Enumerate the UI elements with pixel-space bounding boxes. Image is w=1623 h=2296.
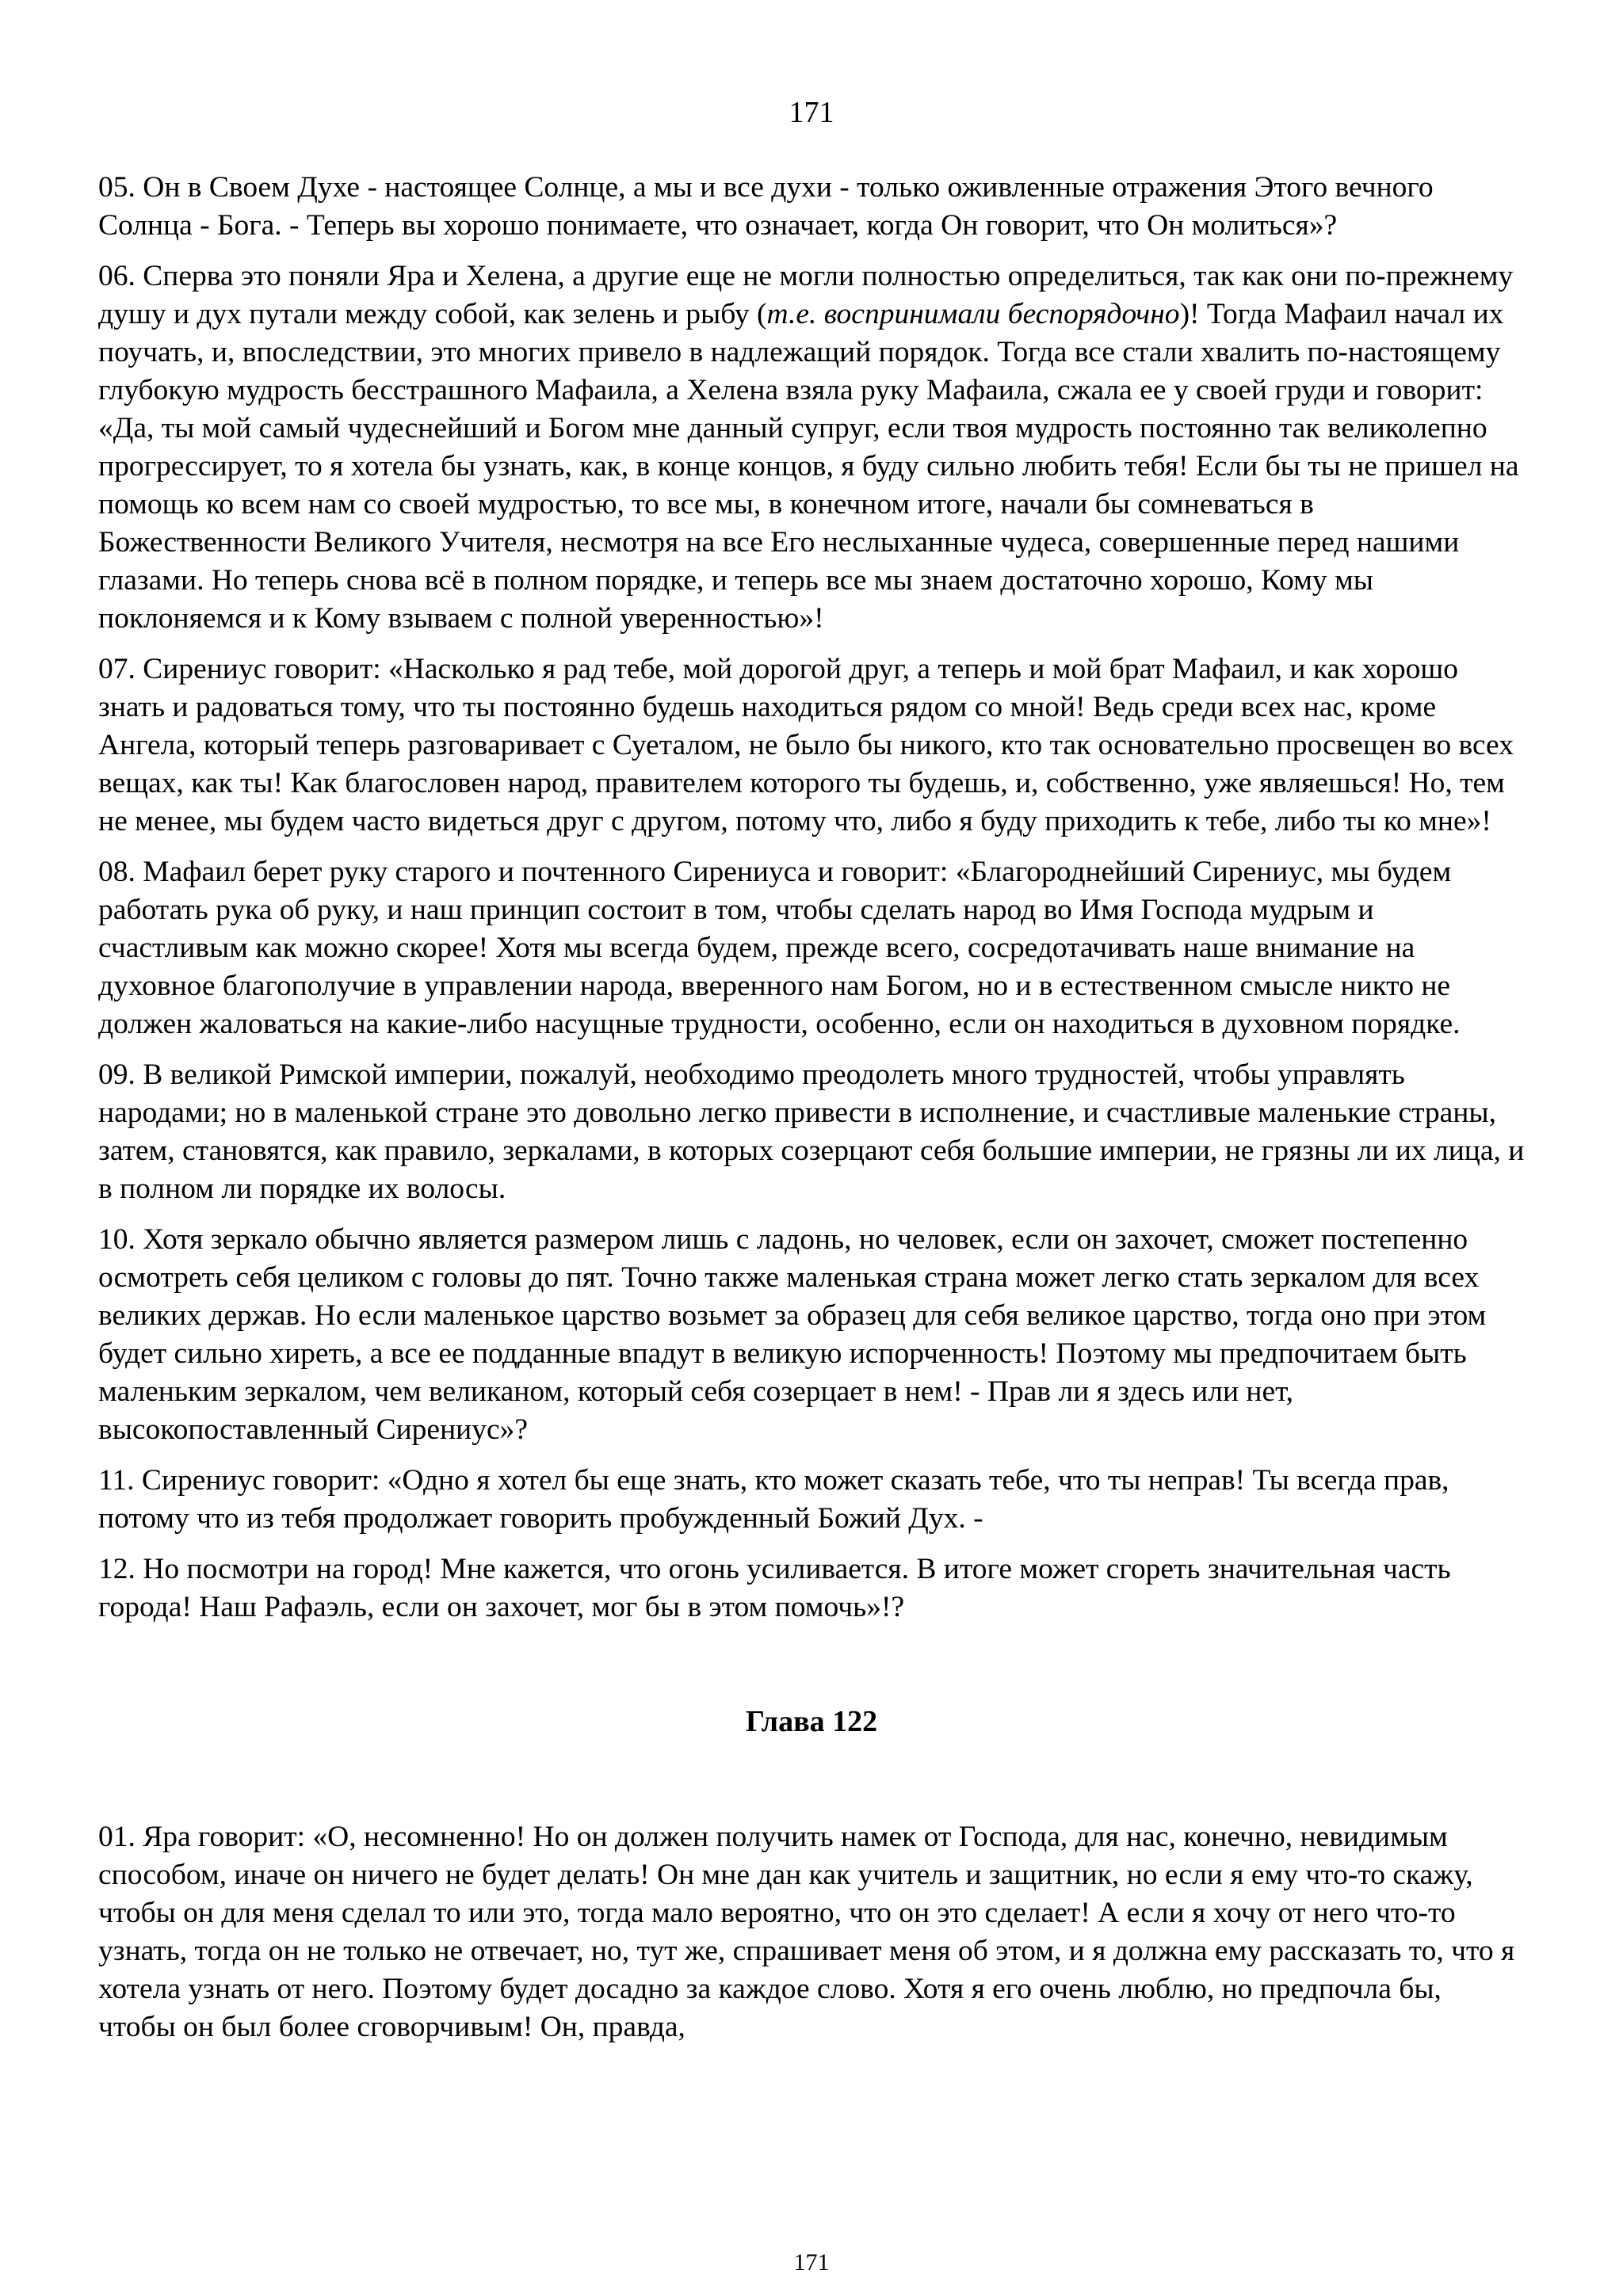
paragraph-06-italic-note: т.е. воспринимали беспорядочно xyxy=(766,298,1180,330)
paragraph-09: 09. В великой Римской империи, пожалуй, необходимо преодолеть много трудностей, чтобы управлять народами; но в маленькой стране это довольно легко привести в исполнение, и счастливые маленькие страны, затем, становятся, как правило, зеркалами, в которых созерцают себя большие империи, не грязны ли их лица, и в полном ли порядке их волосы. xyxy=(98,1058,1525,1205)
chapter-122-paragraph-01: 01. Яра говорит: «О, несомненно! Но он должен получить намек от Господа, для нас, конечно, невидимым способом, иначе он ничего не будет делать! Он мне дан как учитель и защитник, но если я ему что-то скажу, чтобы он для меня сделал то или это, тогда мало вероятно, что он это сделает! А если я хочу от него что-то узнать, тогда он не только не отвечает, но, тут же, спрашивает меня об этом, и я должна ему рассказать то, что я хотела узнать от него. Поэтому будет досадно за каждое слово. Хотя я его очень люблю, но предпочла бы, чтобы он был более сговорчивым! Он, правда, xyxy=(98,1821,1515,2043)
page-content xyxy=(98,169,1525,2059)
paragraph-06 xyxy=(98,257,1525,638)
paragraph-12: 12. Но посмотри на город! Мне кажется, что огонь усиливается. В итоге может сгореть значительная часть города! Наш Рафаэль, если он захочет, мог бы в этом помочь»!? xyxy=(98,1553,1451,1623)
paragraph-05: 05. Он в Своем Духе - настоящее Солнце, а мы и все духи - только оживленные отражения Этого вечного Солнца - Бога. - Теперь вы хорошо понимаете, что означает, когда Он говорит, что Он молиться»? xyxy=(98,171,1434,242)
paragraph-06-text-start: 06. Сперва это поняли Яра и Хелена, а другие еще не могли полностью определиться, так как они по-прежнему душу и дух путали между собой, как зелень и рыбу ( xyxy=(98,260,1514,330)
paragraph-10: 10. Хотя зеркало обычно является размером лишь с ладонь, но человек, если он захочет, сможет постепенно осмотреть себя целиком с головы до пят. Точно также маленькая страна может легко стать зеркалом для всех великих держав. Но если маленькое царство возьмет за образец для себя великое царство, тогда оно при этом будет сильно хиреть, а все ее подданные впадут в великую испорченность! Поэтому мы предпочитаем быть маленьким зеркалом, чем великаном, который себя созерцает в нем! - Прав ли я здесь или нет, высокопоставленный Сирениус»? xyxy=(98,1223,1487,1446)
paragraph-06-text-end: )! Тогда Мафаил начал их поучать, и, впоследствии, это многих привело в надлежащий порядок. Тогда все стали хвалить по-настоящему глубокую мудрость бесстрашного Мафаила, а Хелена взяла руку Мафаила, сжала ее у своей груди и говорит: «Да, ты мой самый чудеснейший и Богом мне данный супруг, если твоя мудрость постоянно так великолепно прогрессирует, то я хотела бы узнать, как, в конце концов, я буду сильно любить тебя! Если бы ты не пришел на помощь ко всем нам со своей мудростью, то все мы, в конечном итоге, начали бы сомневаться в Божественности Великого Учителя, несмотря на все Его неслыханные чудеса, совершенные перед нашими глазами. Но теперь снова всё в полном порядке, и теперь все мы знаем достаточно хорошо, Кому мы поклоняемся и к Кому взываем с полной уверенностью»! xyxy=(98,298,1519,635)
paragraph-08: 08. Мафаил берет руку старого и почтенного Сирениуса и говорит: «Благороднейший Сирениус, мы будем работать рука об руку, и наш принцип состоит в том, чтобы сделать народ во Имя Господа мудрым и счастливым как можно скорее! Хотя мы всегда будем, прежде всего, сосредотачивать наше внимание на духовное благополучие в управлении народа, вверенного нам Богом, но и в естественном смысле никто не должен жаловаться на какие-либо насущные трудности, особенно, если он находиться в духовном порядке. xyxy=(98,856,1461,1040)
paragraph-11: 11. Сирениус говорит: «Одно я хотел бы еще знать, кто может сказать тебе, что ты неправ! Ты всегда прав, потому что из тебя продолжает говорить пробужденный Божий Дух. - xyxy=(98,1464,1449,1535)
paragraph-07: 07. Сирениус говорит: «Насколько я рад тебе, мой дорогой друг, а теперь и мой брат Мафаил, и как хорошо знать и радоваться тому, что ты постоянно будешь находиться рядом со мной! Ведь среди всех нас, кроме Ангела, который теперь разговаривает с Суеталом, не было бы никого, кто так основательно просвещен во всех вещах, как ты! Как благословен народ, правителем которого ты будешь, и, собственно, уже являешься! Но, тем не менее, мы будем часто видеться друг с другом, потому что, либо я буду приходить к тебе, либо ты ко мне»! xyxy=(98,653,1514,837)
page-number-bottom: 171 xyxy=(793,2249,830,2275)
chapter-heading: Глава 122 xyxy=(745,1705,878,1738)
page-number-top: 171 xyxy=(789,96,834,129)
